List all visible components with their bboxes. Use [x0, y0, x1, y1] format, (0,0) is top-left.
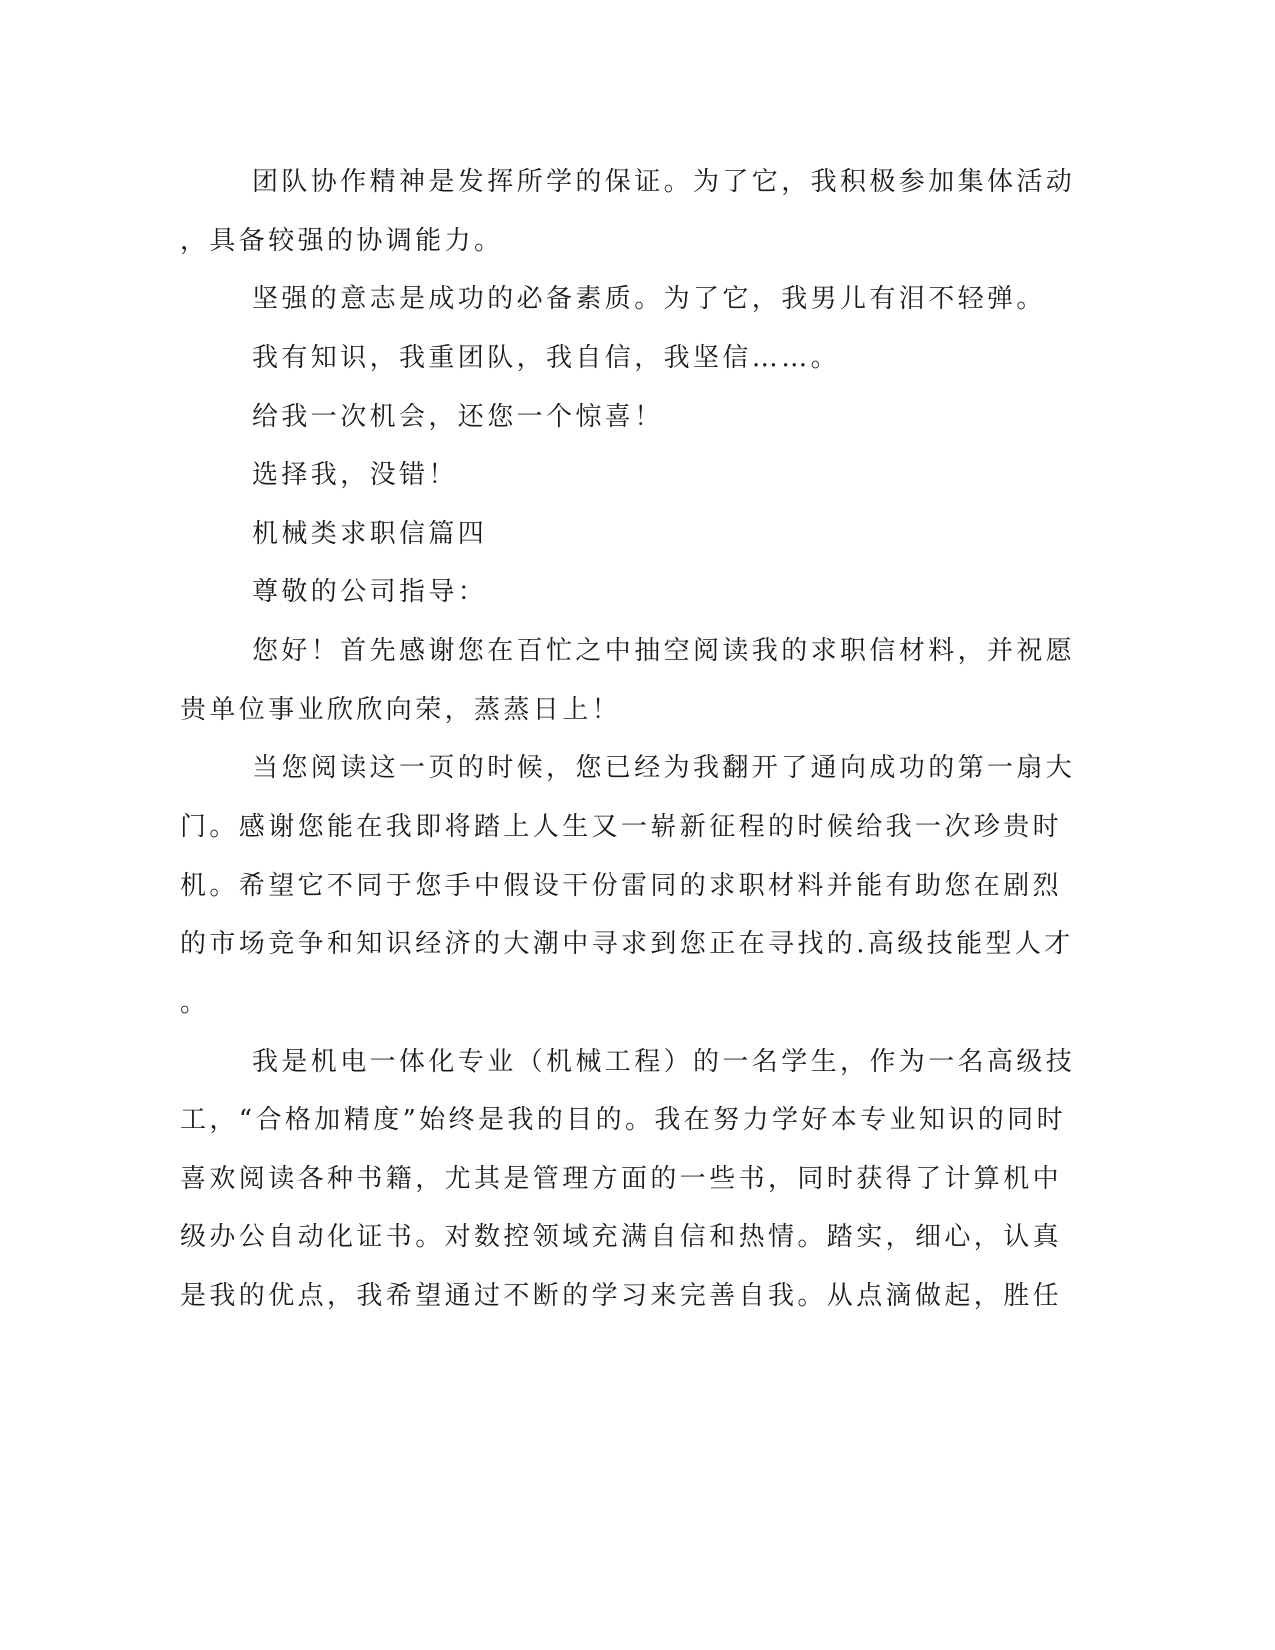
paragraph-line: 机。希望它不同于您手中假设干份雷同的求职材料并能有助您在剧烈: [180, 871, 1063, 901]
paragraph-line: 选择我，没错！: [252, 460, 458, 490]
paragraph-line: 喜欢阅读各种书籍，尤其是管理方面的一些书，同时获得了计算机中: [180, 1164, 1063, 1194]
paragraph-line: 门。感谢您能在我即将踏上人生又一崭新征程的时候给我一次珍贵时: [180, 812, 1063, 842]
paragraph-line: 的市场竞争和知识经济的大潮中寻求到您正在寻找的.高级技能型人才: [180, 929, 1074, 959]
paragraph-line: 您好！首先感谢您在百忙之中抽空阅读我的求职信材料，并祝愿: [252, 636, 1076, 666]
paragraph-line: 贵单位事业欣欣向荣，蒸蒸日上！: [180, 695, 622, 725]
section-heading: 机械类求职信篇四: [252, 519, 488, 549]
paragraph-line: 我有知识，我重团队，我自信，我坚信……。: [252, 343, 841, 373]
salutation: 尊敬的公司指导：: [252, 577, 488, 607]
paragraph-line: 是我的优点，我希望通过不断的学习来完善自我。从点滴做起，胜任: [180, 1281, 1063, 1311]
paragraph-line: 给我一次机会，还您一个惊喜！: [252, 402, 664, 432]
paragraph-line: 我是机电一体化专业（机械工程）的一名学生，作为一名高级技: [252, 1047, 1076, 1077]
paragraph-line: 坚强的意志是成功的必备素质。为了它，我男儿有泪不轻弹。: [252, 284, 1046, 314]
paragraph-line: 级办公自动化证书。对数控领域充满自信和热情。踏实，细心，认真: [180, 1222, 1063, 1252]
paragraph-line: 当您阅读这一页的时候，您已经为我翻开了通向成功的第一扇大: [252, 753, 1076, 783]
paragraph-line: 团队协作精神是发挥所学的保证。为了它，我积极参加集体活动: [252, 167, 1076, 197]
paragraph-line: ，具备较强的协调能力。: [180, 226, 504, 256]
paragraph-line: 工，“合格加精度”始终是我的目的。我在努力学好本专业知识的同时: [180, 1105, 1066, 1135]
paragraph-line: 。: [180, 988, 210, 1018]
